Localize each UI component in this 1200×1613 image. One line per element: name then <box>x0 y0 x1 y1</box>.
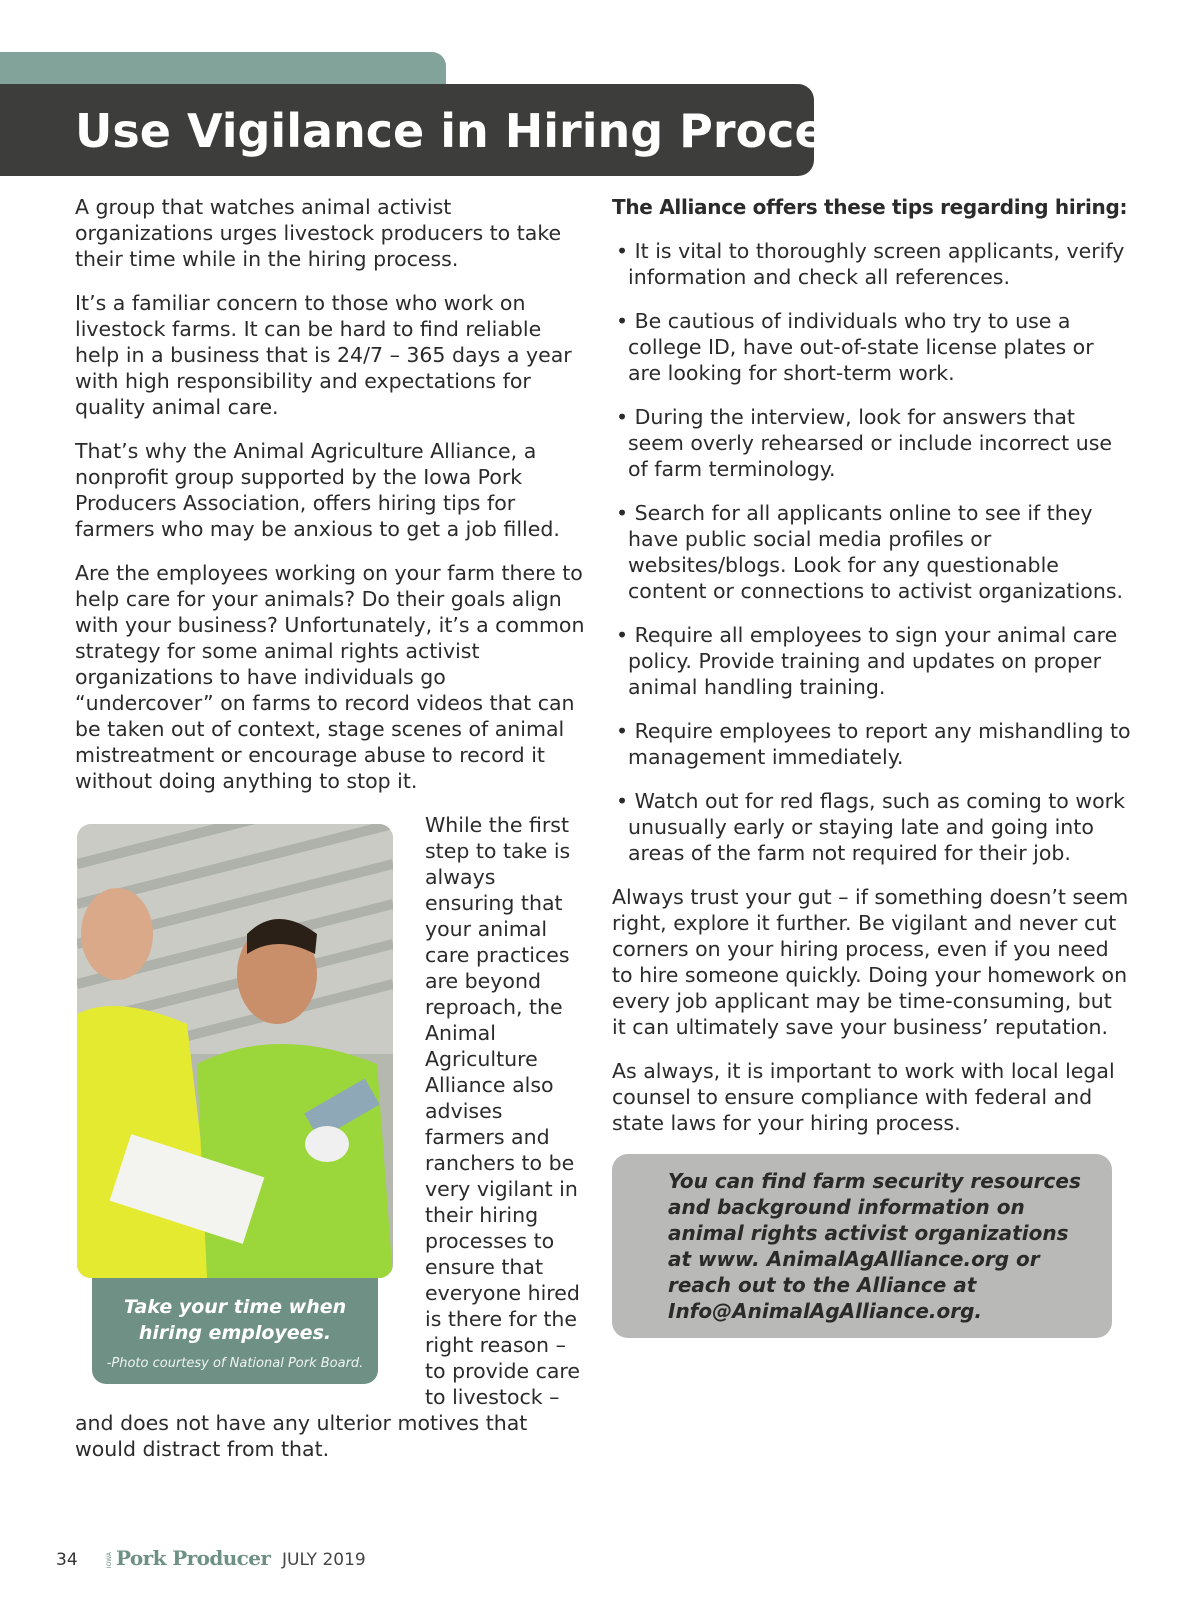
article-paragraph: That’s why the Animal Agriculture Alliance, a nonprofit group supported by the Iowa Pork Producers Association, offers hiring tips for farmers who may be anxious to get a job filled. <box>75 439 560 541</box>
caption-title: Take your time when hiring employees. <box>123 1296 347 1344</box>
photo-caption <box>92 1278 378 1384</box>
tip-item: • During the interview, look for answers that seem overly rehearsed or include incorrect use of farm terminology. <box>612 404 1132 482</box>
left-column <box>75 194 587 1480</box>
workers-photo <box>77 824 393 1278</box>
article-paragraph: As always, it is important to work with local legal counsel to ensure compliance with federal and state laws for your hiring process. <box>612 1059 1115 1135</box>
article-paragraph: Are the employees working on your farm there to help care for your animals? Do their goals align with your business? Unfortunately, it’s a common strategy for some animal rights activist organizations to have individuals go “undercover” on farms to record videos that can be taken out of context, stage scenes of animal mistreatment or encourage abuse to record it without doing anything to stop it. <box>75 561 585 793</box>
caption-credit: -Photo courtesy of National Pork Board. <box>106 1356 364 1371</box>
tips-list <box>612 238 1132 866</box>
article-paragraph: A group that watches animal activist organizations urges livestock producers to take their time while in the hiring process. <box>75 195 562 271</box>
page-number: 34 <box>56 1550 78 1570</box>
tip-item: • Watch out for red flags, such as coming to work unusually early or staying late and going into areas of the farm not required for their job. <box>612 788 1132 866</box>
photo-figure <box>75 812 413 1394</box>
photo-illustration <box>77 824 393 1278</box>
article-paragraph: While the first step to take is always ensuring that your animal care practices are beyond reproach, the Animal Agriculture Alliance also advises farmers and ranchers to be very vigilant in their hiring processes to ensure that everyone hired is there for the right reason – to provide care to livestock – and does not have any ulterior motives that would distract from that. <box>75 813 581 1461</box>
tip-item: • Search for all applicants online to see if they have public social media profiles or websites/blogs. Look for any questionable content or connections to activist organizations. <box>612 500 1132 604</box>
tips-heading: The Alliance offers these tips regarding hiring: <box>612 195 1128 219</box>
magazine-logo: Pork Producer <box>116 1546 271 1570</box>
article-paragraph: It’s a familiar concern to those who work on livestock farms. It can be hard to find reliable help in a business that is 24/7 – 365 days a year with high responsibility and expectations for quality animal care. <box>75 291 572 419</box>
right-column <box>612 194 1132 1338</box>
tip-item: • Be cautious of individuals who try to use a college ID, have out-of-state license plates or are looking for short-term work. <box>612 308 1132 386</box>
tip-item: • It is vital to thoroughly screen applicants, verify information and check all references. <box>612 238 1132 290</box>
page-title: Use Vigilance in Hiring Process <box>75 104 881 158</box>
tip-item: • Require all employees to sign your animal care policy. Provide training and updates on proper animal handling training. <box>612 622 1132 700</box>
article-paragraph: Always trust your gut – if something doesn’t seem right, explore it further. Be vigilant and never cut corners on your hiring process, even if you need to hire someone quickly. Doing your homework on every job applicant may be time-consuming, but it can ultimately save your business’ reputation. <box>612 885 1129 1039</box>
resource-callout: You can find farm security resources and background information on animal rights activist organizations at www. AnimalAgAlliance.org or reach out to the Alliance at Info@AnimalAgAlliance.org. <box>612 1154 1112 1338</box>
magazine-state-mark: IOWA <box>106 1552 113 1569</box>
tip-item: • Require employees to report any mishandling to management immediately. <box>612 718 1132 770</box>
issue-date: JULY 2019 <box>282 1550 366 1570</box>
